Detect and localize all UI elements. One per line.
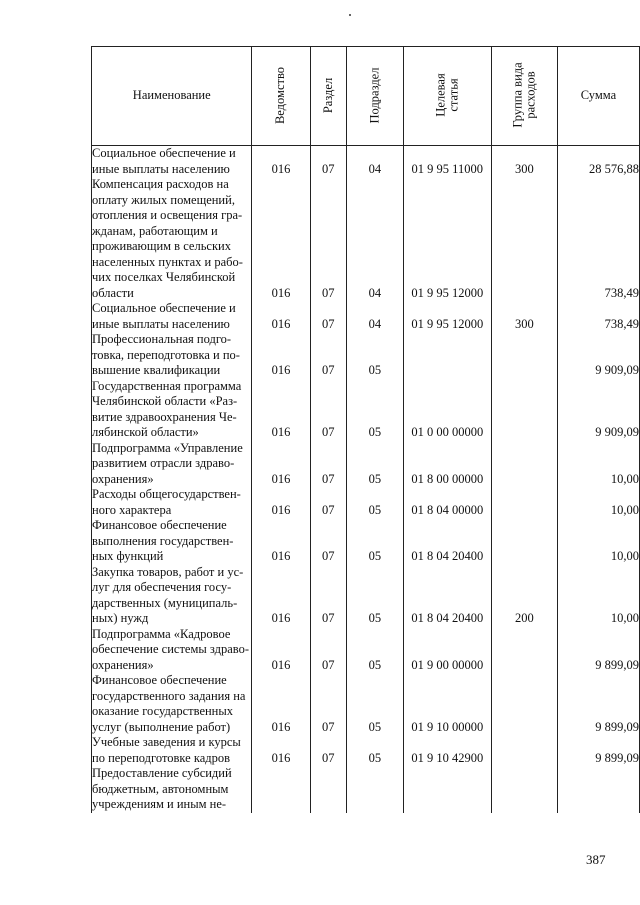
row-name-line: по переподготовке кадров (92, 750, 231, 765)
row-expense-group (491, 673, 557, 735)
row-name-line: выполнения государствен- (92, 533, 234, 548)
row-subsection (346, 766, 403, 813)
table-header-row (92, 47, 640, 146)
table-row (92, 766, 640, 813)
row-target-article: 01 8 04 20400 (403, 518, 491, 565)
row-name-line: развитием отрасли здраво- (92, 456, 235, 470)
row-section: 07 (310, 565, 346, 627)
row-expense-group: 300 (491, 301, 557, 332)
row-target-article: 01 9 10 42900 (403, 735, 491, 766)
row-name (92, 565, 252, 627)
row-sum: 9 899,09 (557, 673, 639, 735)
row-expense-group (491, 735, 557, 766)
row-name-line: чих поселках Челябинской (92, 270, 236, 284)
row-department: 016 (252, 487, 310, 518)
row-department: 016 (252, 332, 310, 379)
row-department: 016 (252, 146, 310, 178)
row-subsection: 05 (346, 441, 403, 488)
row-section: 07 (310, 379, 346, 441)
row-name (92, 332, 252, 379)
row-name-line: ного характера (92, 502, 172, 517)
table-row (92, 627, 640, 674)
row-department: 016 (252, 518, 310, 565)
row-name-line: Профессиональная подго- (92, 332, 232, 346)
row-target-article (403, 332, 491, 379)
row-sum: 9 909,09 (557, 379, 639, 441)
row-name (92, 735, 252, 766)
row-section: 07 (310, 146, 346, 178)
row-name-line: оплату жилых помещений, (92, 192, 235, 207)
row-name-line: Подпрограмма «Кадровое (92, 626, 231, 641)
row-name-line: товка, переподготовка и по- (92, 347, 240, 362)
row-sum: 9 899,09 (557, 735, 639, 766)
row-name-line: луг для обеспечения госу- (92, 580, 232, 594)
row-target-article: 01 9 95 12000 (403, 177, 491, 301)
row-name-line: отопления и освещения гра- (92, 208, 243, 222)
row-name-line: проживающим в сельских (92, 239, 231, 253)
row-name (92, 177, 252, 301)
row-target-article: 01 8 04 20400 (403, 565, 491, 627)
row-sum: 28 576,88 (557, 146, 639, 178)
row-expense-group (491, 332, 557, 379)
row-target-article: 01 0 00 00000 (403, 379, 491, 441)
table-row (92, 177, 640, 301)
row-expense-group: 300 (491, 146, 557, 178)
row-name-line: Предоставление субсидий (92, 766, 232, 780)
table-row (92, 518, 640, 565)
row-name-line: Учебные заведения и курсы (92, 735, 241, 749)
row-name-line: обеспечение системы здраво- (92, 642, 249, 656)
row-target-article: 01 8 00 00000 (403, 441, 491, 488)
row-name-line: бюджетным, автономным (92, 781, 229, 796)
row-name-line: ных функций (92, 549, 164, 563)
row-section: 07 (310, 487, 346, 518)
row-name-line: лябинской области» (92, 425, 199, 439)
row-subsection: 05 (346, 379, 403, 441)
table-row (92, 146, 640, 178)
row-target-article: 01 8 04 00000 (403, 487, 491, 518)
row-name (92, 146, 252, 178)
row-name (92, 487, 252, 518)
row-name (92, 441, 252, 488)
row-name-line: области (92, 285, 134, 300)
row-name-line: дарственных (муниципаль- (92, 595, 238, 610)
row-section (310, 766, 346, 813)
row-name-line: витие здравоохранения Че- (92, 409, 237, 424)
row-name-line: учреждениям и иным не- (92, 797, 227, 811)
row-department: 016 (252, 673, 310, 735)
row-section: 07 (310, 332, 346, 379)
row-section: 07 (310, 518, 346, 565)
row-name-line: Подпрограмма «Управление (92, 440, 243, 455)
row-section: 07 (310, 673, 346, 735)
row-name-line: Компенсация расходов на (92, 177, 229, 191)
header-expense-group: Группа вида расходов (491, 47, 557, 146)
row-subsection: 05 (346, 735, 403, 766)
header-section: Раздел (310, 47, 346, 146)
budget-table (91, 46, 640, 813)
row-sum: 10,00 (557, 441, 639, 488)
row-section: 07 (310, 177, 346, 301)
row-name (92, 673, 252, 735)
row-department: 016 (252, 177, 310, 301)
header-name: Наименование (92, 47, 252, 146)
row-name-line: иные выплаты населению (92, 161, 230, 176)
row-subsection: 05 (346, 627, 403, 674)
row-sum: 738,49 (557, 177, 639, 301)
row-target-article: 01 9 95 12000 (403, 301, 491, 332)
row-department: 016 (252, 627, 310, 674)
row-name-line: жданам, работающим и (92, 223, 218, 238)
row-expense-group (491, 518, 557, 565)
row-subsection: 05 (346, 487, 403, 518)
row-target-article: 01 9 95 11000 (403, 146, 491, 178)
row-section: 07 (310, 441, 346, 488)
row-name-line: Закупка товаров, работ и ус- (92, 564, 244, 579)
row-expense-group (491, 177, 557, 301)
row-name (92, 379, 252, 441)
row-subsection: 04 (346, 146, 403, 178)
header-sum: Сумма (557, 47, 639, 146)
row-subsection: 05 (346, 673, 403, 735)
row-name-line: Расходы общегосударствен- (92, 487, 241, 501)
header-target-article: Целевая статья (403, 47, 491, 146)
row-section: 07 (310, 627, 346, 674)
table-row (92, 565, 640, 627)
row-name (92, 301, 252, 332)
row-expense-group (491, 766, 557, 813)
row-expense-group (491, 441, 557, 488)
table-row (92, 487, 640, 518)
row-expense-group (491, 627, 557, 674)
row-name-line: ных) нужд (92, 611, 149, 625)
page-number: 387 (586, 852, 606, 867)
header-subsection: Подраздел (346, 47, 403, 146)
scan-speck (349, 14, 351, 16)
row-subsection: 05 (346, 565, 403, 627)
row-section: 07 (310, 735, 346, 766)
header-department: Ведомство (252, 47, 310, 146)
row-name-line: иные выплаты населению (92, 316, 230, 331)
row-name (92, 627, 252, 674)
row-expense-group (491, 379, 557, 441)
row-name-line: Финансовое обеспечение (92, 518, 227, 532)
row-name-line: вышение квалификации (92, 363, 221, 377)
row-subsection: 04 (346, 301, 403, 332)
row-name-line: Челябинской области «Раз- (92, 394, 238, 408)
row-sum: 738,49 (557, 301, 639, 332)
table-row (92, 379, 640, 441)
row-section: 07 (310, 301, 346, 332)
row-name-line: охранения» (92, 657, 154, 672)
row-department: 016 (252, 301, 310, 332)
row-subsection: 05 (346, 332, 403, 379)
row-name-line: государственного задания на (92, 688, 246, 703)
row-name-line: Государственная программа (92, 378, 242, 393)
row-sum: 10,00 (557, 565, 639, 627)
table-row (92, 332, 640, 379)
row-name-line: населенных пунктах и рабо- (92, 254, 243, 269)
row-department: 016 (252, 565, 310, 627)
row-sum: 10,00 (557, 487, 639, 518)
row-name-line: охранения» (92, 471, 154, 486)
row-name (92, 766, 252, 813)
table-row (92, 735, 640, 766)
row-subsection: 04 (346, 177, 403, 301)
table-row (92, 301, 640, 332)
row-target-article: 01 9 10 00000 (403, 673, 491, 735)
row-name-line: Финансовое обеспечение (92, 673, 227, 687)
row-department (252, 766, 310, 813)
row-expense-group (491, 487, 557, 518)
row-department: 016 (252, 441, 310, 488)
row-sum: 9 909,09 (557, 332, 639, 379)
row-sum (557, 766, 639, 813)
row-subsection: 05 (346, 518, 403, 565)
row-target-article: 01 9 00 00000 (403, 627, 491, 674)
row-name (92, 518, 252, 565)
row-name-line: оказание государственных (92, 704, 234, 718)
table-row (92, 441, 640, 488)
row-department: 016 (252, 379, 310, 441)
row-name-line: услуг (выполнение работ) (92, 719, 231, 734)
row-target-article (403, 766, 491, 813)
row-sum: 9 899,09 (557, 627, 639, 674)
table-row (92, 673, 640, 735)
row-expense-group: 200 (491, 565, 557, 627)
row-name-line: Социальное обеспечение и (92, 301, 236, 315)
row-sum: 10,00 (557, 518, 639, 565)
row-department: 016 (252, 735, 310, 766)
row-name-line: Социальное обеспечение и (92, 146, 236, 160)
